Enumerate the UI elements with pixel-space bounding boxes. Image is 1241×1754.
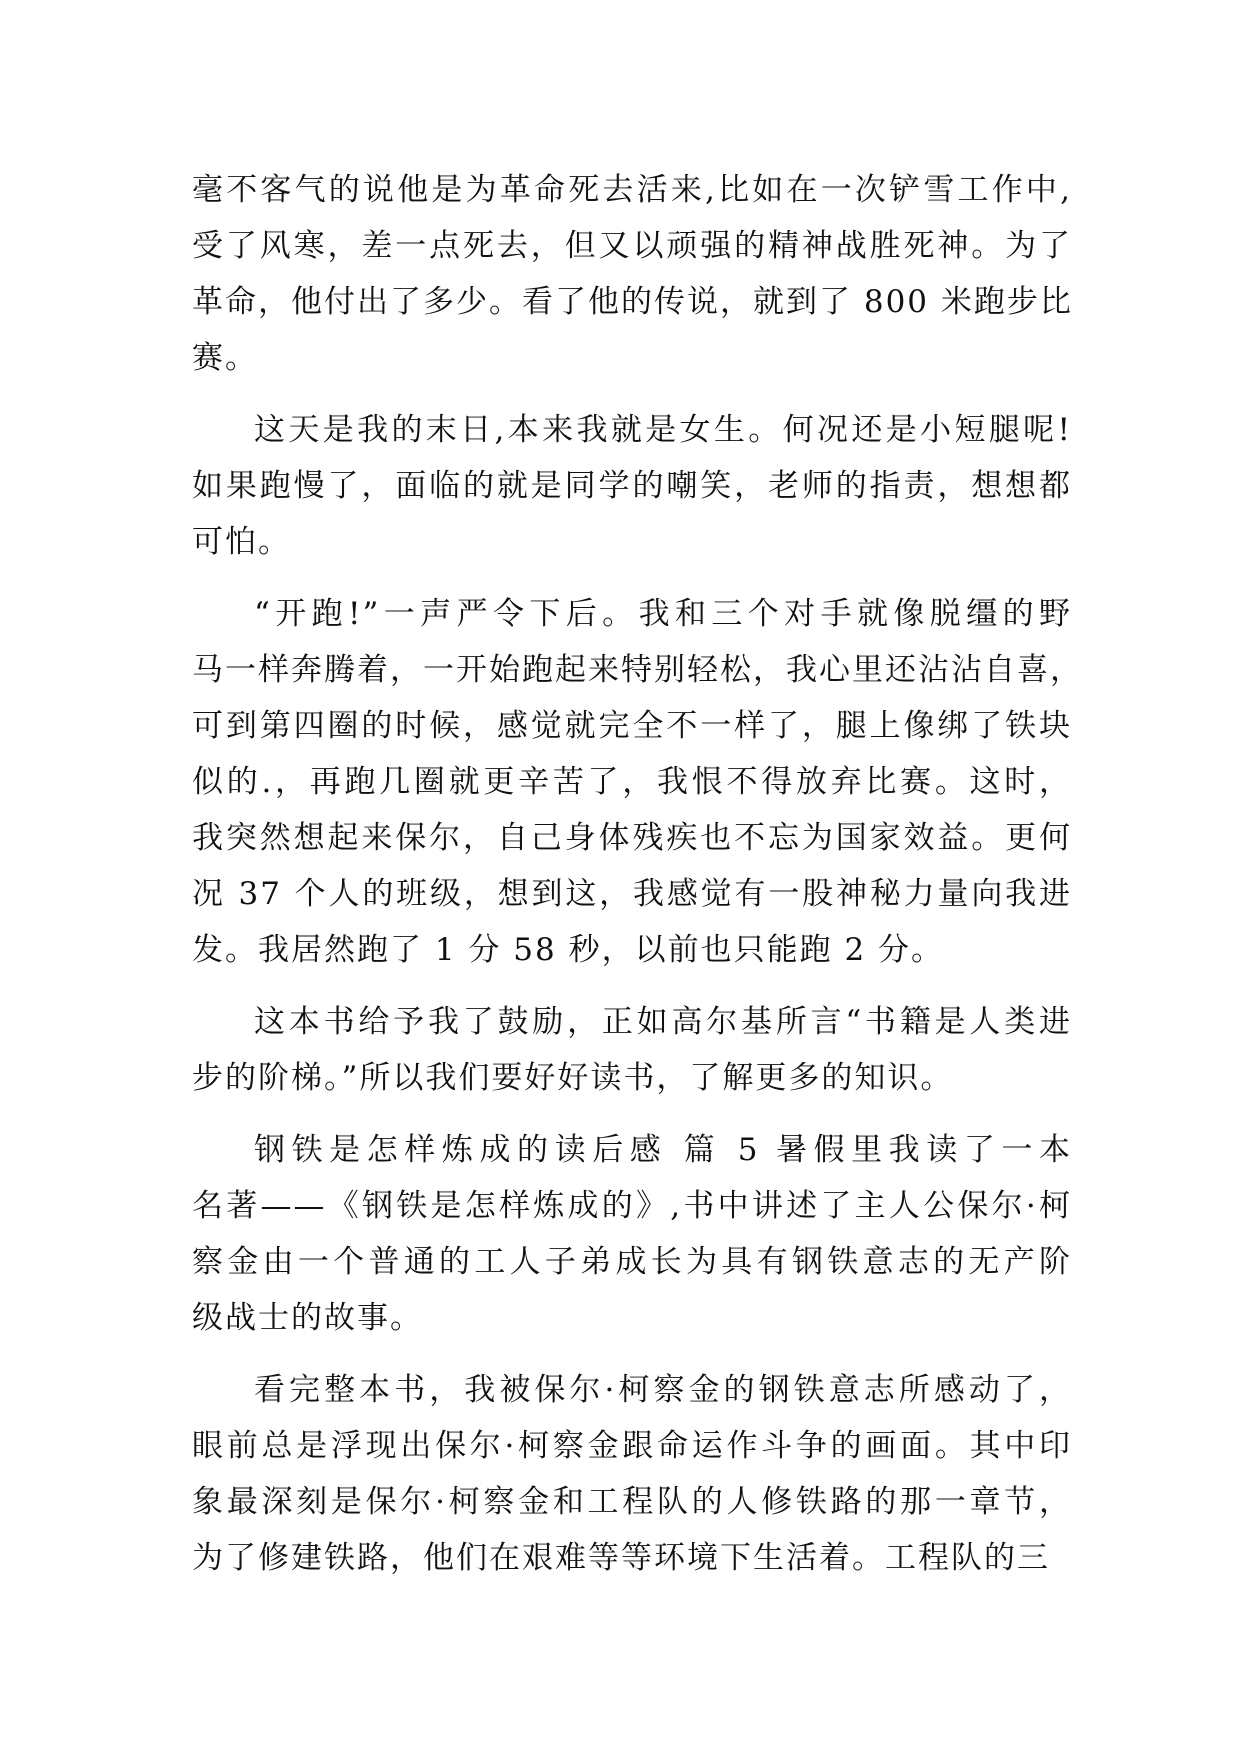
text-line: 为了修建铁路，他们在艰难等等环境下生活着。工程队的三 [192,1540,1050,1576]
paragraph-gap [192,1346,1072,1362]
text-line: 毫不客气的说他是为革命死去活来,比如在一次铲雪工作中, [192,172,1072,208]
text-line: 这天是我的末日,本来我就是女生。何况还是小短腿呢! [254,412,1072,448]
paragraph [192,586,1083,978]
text-line: 受了风寒，差一点死去，但又以顽强的精神战胜死神。为了 [192,228,1072,264]
paragraph-gap [192,386,1072,402]
paragraph [192,1122,1072,1346]
text-line: 我突然想起来保尔，自己身体残疾也不忘为国家效益。更何 [192,820,1072,856]
text-line: “开跑!”一声严令下后。我和三个对手就像脱缰的野 [254,596,1072,632]
text-line: 步的阶梯。”所以我们要好好读书，了解更多的知识。 [192,1060,954,1096]
paragraph-gap [192,1106,1072,1122]
text-line: 这本书给予我了鼓励，正如高尔基所言“书籍是人类进 [254,1004,1072,1040]
text-line: 象最深刻是保尔·柯察金和工程队的人修铁路的那一章节， [192,1484,1072,1520]
text-line: 看完整本书，我被保尔·柯察金的钢铁意志所感动了， [254,1372,1072,1408]
paragraph [192,994,1072,1106]
text-line: 钢铁是怎样炼成的读后感 篇 5 暑假里我读了一本 [254,1132,1072,1168]
text-line: 级战士的故事。 [192,1300,423,1336]
text-line: 如果跑慢了，面临的就是同学的嘲笑，老师的指责，想想都 [192,468,1072,504]
text-line: 察金由一个普通的工人子弟成长为具有钢铁意志的无产阶 [192,1244,1072,1280]
text-line: 眼前总是浮现出保尔·柯察金跟命运作斗争的画面。其中印 [192,1428,1072,1464]
text-line: 赛。 [192,340,258,376]
text-line: 名著——《钢铁是怎样炼成的》,书中讲述了主人公保尔·柯 [192,1188,1072,1224]
paragraph [192,1362,1072,1586]
text-line: 革命，他付出了多少。看了他的传说，就到了 800 米跑步比 [192,284,1073,320]
text-line: 似的.，再跑几圈就更辛苦了，我恨不得放弃比赛。这时， [192,764,1072,800]
text-line: 可到第四圈的时候，感觉就完全不一样了，腿上像绑了铁块 [192,708,1072,744]
text-line: 况 37 个人的班级，想到这，我感觉有一股神秘力量向我进 [192,876,1072,912]
paragraph-gap [192,570,1072,586]
text-line: 发。我居然跑了 1 分 58 秒，以前也只能跑 2 分。 [192,932,945,968]
paragraph [192,402,1072,570]
paragraph-gap [192,978,1072,994]
text-line: 马一样奔腾着，一开始跑起来特别轻松，我心里还沾沾自喜， [192,652,1083,688]
text-line: 可怕。 [192,524,291,560]
article-body [192,162,1083,1586]
paragraph [192,162,1072,386]
